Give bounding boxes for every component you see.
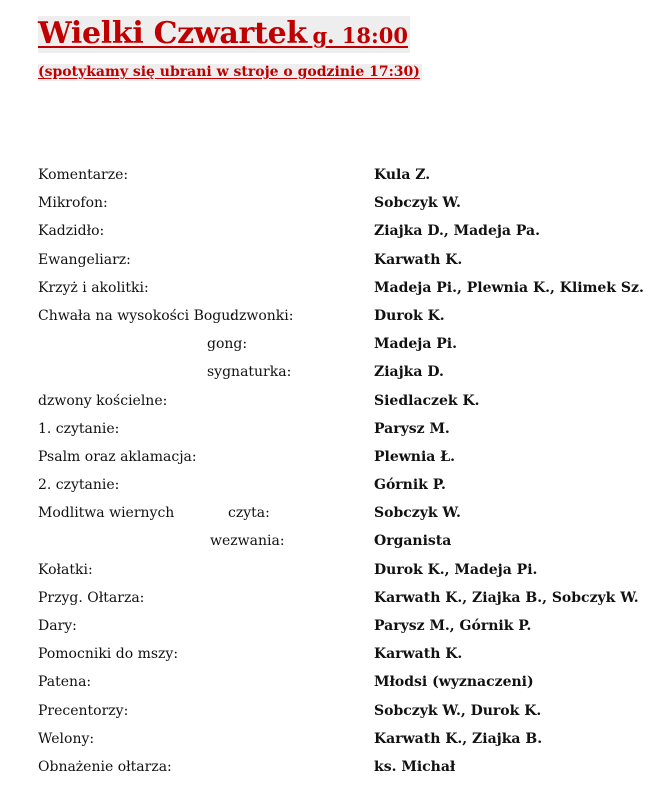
role-label: 1. czytanie: (38, 420, 120, 437)
assignment-row (0, 192, 662, 220)
role-label: Precentorzy: (38, 702, 129, 719)
role-label: 2. czytanie: (38, 477, 120, 494)
assignment-row (0, 220, 662, 248)
assignment-row (0, 446, 662, 474)
role-sublabel: wezwania: (210, 533, 285, 550)
assignment-row (0, 418, 662, 446)
role-label: Kadzidło: (38, 223, 105, 240)
assignment-row (0, 643, 662, 671)
assignment-row (0, 474, 662, 502)
role-label: Chwała na wysokości Bogu: (38, 307, 235, 324)
assignee: Górnik P. (374, 477, 446, 494)
assignee: Siedlaczek K. (374, 392, 480, 409)
role-label: Pomocniki do mszy: (38, 646, 179, 663)
assignee: Durok K., Madeja Pi. (374, 561, 538, 578)
assignment-row (0, 333, 662, 361)
role-label: dzwony kościelne: (38, 392, 168, 409)
role-label: Modlitwa wiernych (38, 505, 175, 522)
assignee: Ziajka D., Madeja Pa. (374, 223, 540, 240)
assignment-row (0, 728, 662, 756)
assignment-row (0, 587, 662, 615)
assignment-row (0, 361, 662, 389)
assignee: Karwath K. (374, 646, 463, 663)
assignment-row (0, 305, 662, 333)
role-label: Mikrofon: (38, 195, 108, 212)
assignee: Sobczyk W., Durok K. (374, 702, 542, 719)
role-label: Obnażenie ołtarza: (38, 758, 172, 775)
assignee: Sobczyk W. (374, 505, 461, 522)
assignment-row (0, 671, 662, 699)
assignee: Ziajka D. (374, 364, 444, 381)
assignment-row (0, 700, 662, 728)
assignee: Parysz M., Górnik P. (374, 618, 532, 634)
assignment-row (0, 249, 662, 277)
assignee: ks. Michał (374, 758, 456, 775)
role-label: Ewangeliarz: (38, 251, 131, 268)
page-subtitle: (spotykamy się ubrani w stroje o godzinie 17:30) (38, 64, 420, 80)
assignee: Madeja Pi., Plewnia K., Klimek Sz. (374, 279, 644, 296)
assignment-row (0, 502, 662, 530)
assignment-row (0, 164, 662, 192)
role-label: Komentarze: (38, 167, 129, 183)
assignment-row (0, 615, 662, 643)
assignee: Sobczyk W. (374, 195, 461, 212)
role-label: Psalm oraz aklamacja: (38, 448, 197, 465)
assignee: Organista (374, 533, 452, 550)
title-time: g. 18:00 (312, 23, 408, 48)
role-label: Kołatki: (38, 561, 93, 578)
assignment-list (0, 164, 662, 784)
role-sublabel: sygnaturka: (207, 364, 292, 381)
assignee: Karwath K., Ziajka B. (374, 730, 543, 747)
role-label: Patena: (38, 674, 92, 691)
page-title (38, 16, 410, 53)
role-label: Welony: (38, 730, 95, 747)
role-label: Dary: (38, 618, 77, 634)
role-sublabel: dzwonki: (230, 307, 294, 324)
assignee: Durok K. (374, 307, 445, 324)
page-header (38, 16, 410, 53)
assignee: Plewnia Ł. (374, 448, 456, 465)
assignment-row (0, 756, 662, 784)
assignment-row (0, 390, 662, 418)
assignee: Madeja Pi. (374, 336, 457, 353)
assignment-row (0, 530, 662, 558)
assignee: Kula Z. (374, 167, 431, 183)
title-main: Wielki Czwartek (38, 16, 307, 51)
assignee: Karwath K. (374, 251, 463, 268)
assignee: Karwath K., Ziajka B., Sobczyk W. (374, 589, 639, 606)
role-label: Przyg. Ołtarza: (38, 589, 145, 606)
role-label: Krzyż i akolitki: (38, 279, 149, 296)
assignee: Młodsi (wyznaczeni) (374, 674, 534, 691)
role-sublabel: czyta: (228, 505, 270, 522)
role-sublabel: gong: (207, 336, 248, 353)
assignment-row (0, 559, 662, 587)
assignee: Parysz M. (374, 420, 450, 437)
assignment-row (0, 277, 662, 305)
